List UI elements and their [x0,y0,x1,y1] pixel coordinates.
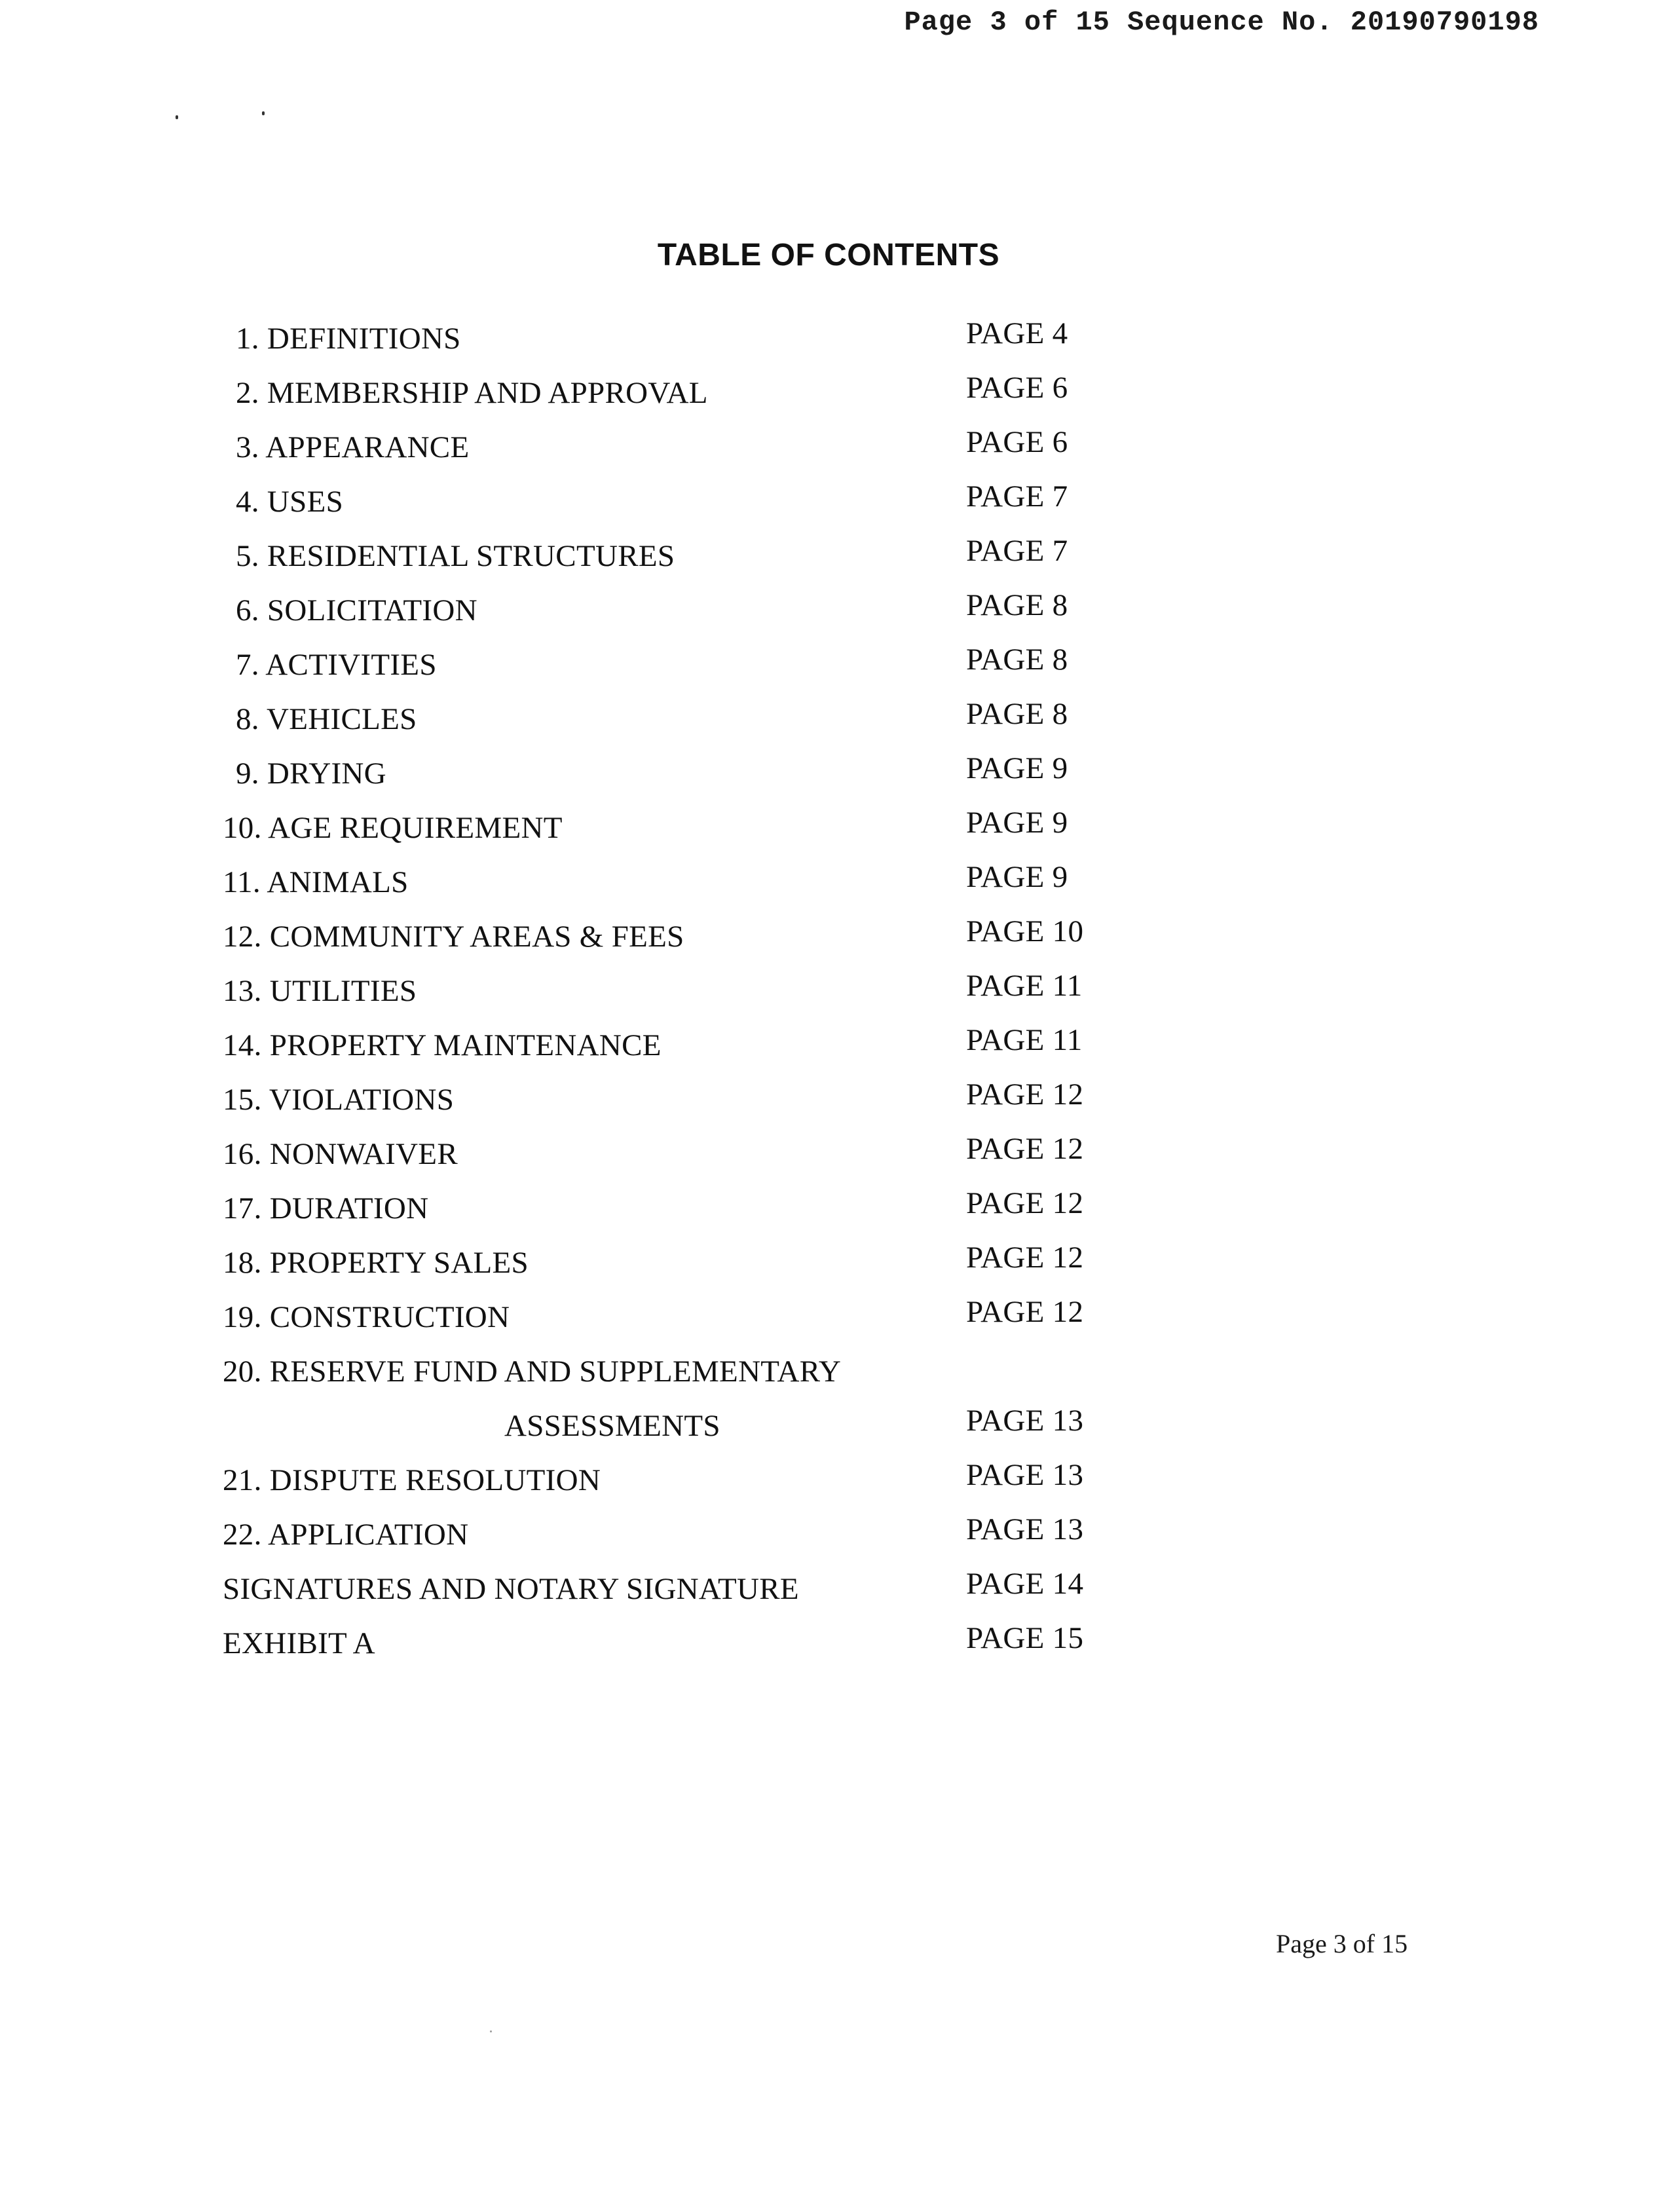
toc-entry-page: PAGE 8 [966,588,1068,622]
scan-speck [262,111,265,115]
toc-entry [223,1512,1140,1571]
toc-entry [223,1186,1140,1245]
toc-entry [223,969,1140,1028]
toc-entry-title: 21. DISPUTE RESOLUTION [223,1463,601,1497]
toc-entry-title: 12. COMMUNITY AREAS & FEES [223,920,684,954]
toc-entry-title: 18. PROPERTY SALES [223,1246,529,1280]
toc-entry [223,1354,1140,1408]
toc-entry-page: PAGE 7 [966,479,1068,514]
toc-entry [223,371,1140,430]
toc-entry [223,914,1140,973]
toc-entry [223,316,1140,375]
toc-entry-page: PAGE 9 [966,860,1068,894]
toc-entry-title: 17. DURATION [223,1191,429,1225]
toc-entry [223,534,1140,593]
page-title: TABLE OF CONTENTS [657,238,1000,272]
toc-entry [223,479,1140,538]
toc-entry [223,1241,1140,1299]
toc-entry [223,1458,1140,1517]
toc-entry-title: 6. SOLICITATION [236,593,477,627]
toc-entry [223,425,1140,484]
toc-entry-title: 10. AGE REQUIREMENT [223,811,563,845]
toc-entry-page: PAGE 9 [966,751,1068,785]
toc-entry-title: 5. RESIDENTIAL STRUCTURES [236,539,675,573]
table-of-contents [223,316,1140,1680]
toc-entry-page: PAGE 11 [966,969,1083,1003]
toc-entry-title: 20. RESERVE FUND AND SUPPLEMENTARY [223,1355,842,1389]
toc-entry-continuation [223,1404,1140,1463]
scan-speck [176,115,178,119]
toc-entry [223,643,1140,701]
toc-entry-page: PAGE 4 [966,316,1068,350]
toc-entry [223,1295,1140,1354]
toc-entry-page: PAGE 14 [966,1567,1084,1601]
toc-entry-page: PAGE 6 [966,371,1068,405]
toc-entry-title: 8. VEHICLES [236,702,417,736]
toc-entry-title: 9. DRYING [236,757,386,791]
toc-entry-page: PAGE 15 [966,1621,1084,1655]
toc-entry-page: PAGE 8 [966,643,1068,677]
toc-entry-title: 22. APPLICATION [223,1518,469,1552]
toc-entry [223,1567,1140,1626]
toc-entry-page: PAGE 12 [966,1132,1084,1166]
toc-entry-page: PAGE 11 [966,1023,1083,1057]
toc-entry-page: PAGE 12 [966,1186,1084,1220]
toc-entry [223,588,1140,647]
toc-entry-page: PAGE 12 [966,1295,1084,1329]
toc-entry [223,1077,1140,1136]
toc-entry-title: 19. CONSTRUCTION [223,1300,510,1334]
toc-entry-title: 13. UTILITIES [223,974,417,1008]
toc-entry-title: 15. VIOLATIONS [223,1083,455,1117]
toc-entry-title: 4. USES [236,485,344,519]
toc-entry-title: 14. PROPERTY MAINTENANCE [223,1028,662,1062]
toc-entry [223,1132,1140,1191]
toc-entry-title: 1. DEFINITIONS [236,322,461,356]
toc-entry-page: PAGE 7 [966,534,1068,568]
toc-entry-title: ASSESSMENTS [504,1409,720,1443]
toc-entry-title: 11. ANIMALS [223,865,409,899]
toc-entry-page: PAGE 13 [966,1404,1084,1438]
toc-entry-page: PAGE 13 [966,1458,1084,1492]
toc-entry-page: PAGE 9 [966,806,1068,840]
page-number-footer: Page 3 of 15 [1276,1929,1408,1958]
toc-entry [223,806,1140,865]
toc-entry [223,697,1140,756]
toc-entry-title: EXHIBIT A [223,1626,375,1660]
scan-speck [490,2030,492,2032]
toc-entry-title: SIGNATURES AND NOTARY SIGNATURE [223,1572,799,1606]
toc-entry-title: 2. MEMBERSHIP AND APPROVAL [236,376,708,410]
toc-entry [223,1023,1140,1082]
toc-entry-page: PAGE 12 [966,1077,1084,1112]
toc-entry-page: PAGE 12 [966,1241,1084,1275]
toc-entry-title: 16. NONWAIVER [223,1137,458,1171]
toc-entry-page: PAGE 6 [966,425,1068,459]
toc-entry-title: 7. ACTIVITIES [236,648,437,682]
toc-entry-page: PAGE 13 [966,1512,1084,1546]
toc-entry-title: 3. APPEARANCE [236,430,470,464]
toc-entry-page: PAGE 10 [966,914,1084,948]
toc-entry [223,860,1140,919]
toc-entry [223,751,1140,810]
toc-entry-page: PAGE 8 [966,697,1068,731]
toc-entry [223,1621,1140,1680]
sequence-stamp: Page 3 of 15 Sequence No. 20190790198 [904,7,1539,38]
